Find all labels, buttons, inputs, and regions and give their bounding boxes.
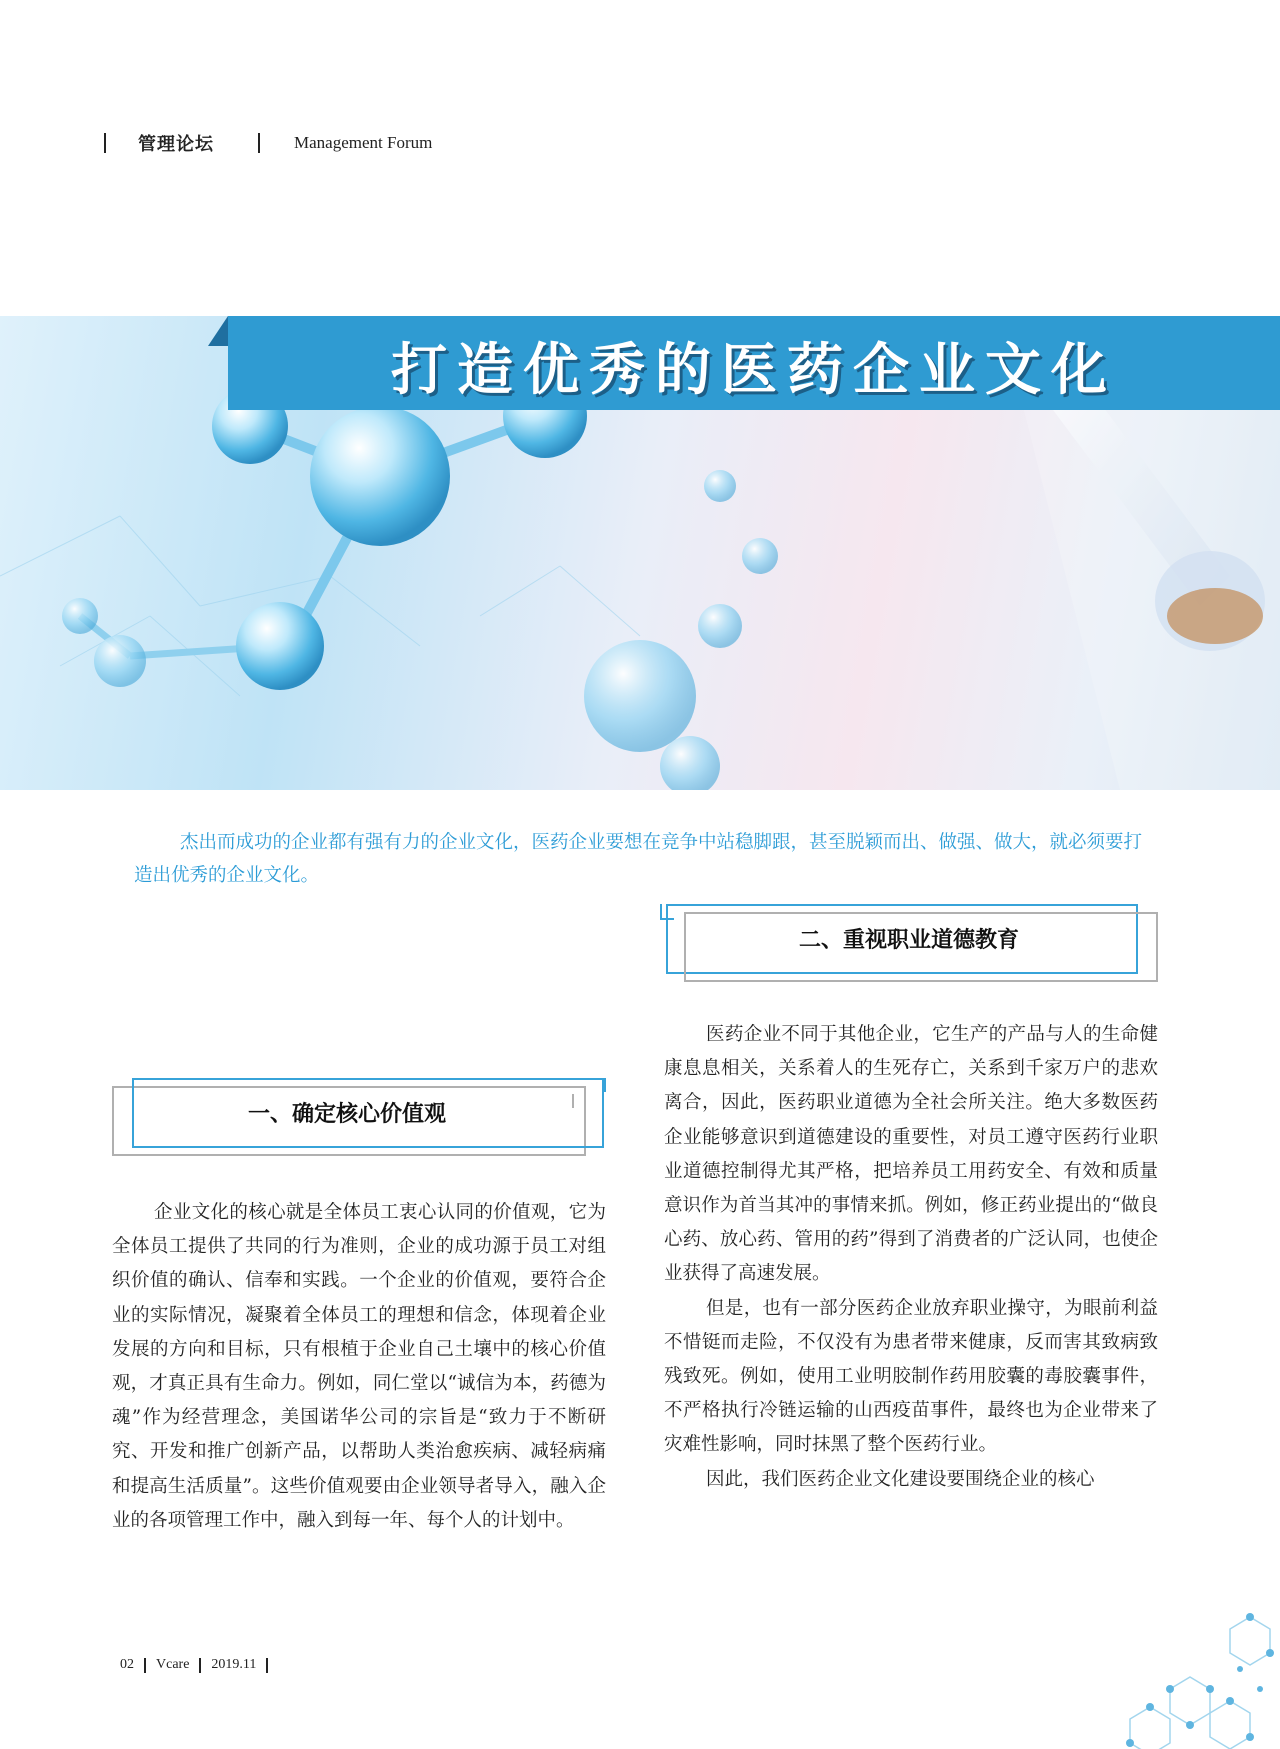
section-name-en: Management Forum: [294, 133, 433, 152]
article-title: 打造优秀的医药企业文化: [391, 337, 1117, 403]
section-name-cn: 管理论坛: [138, 134, 214, 155]
left-column: [112, 1196, 606, 1538]
hexagon-dots-decoration: [1110, 1569, 1280, 1749]
paragraph: 因此，我们医药企业文化建设要围绕企业的核心: [706, 1468, 1095, 1490]
paragraph: 但是，也有一部分医药企业放弃职业操守，为眼前利益不惜铤而走险，不仅没有为患者带来健康，反而害其致病致残致死。例如，使用工业明胶制作药用胶囊的毒胶囊事件，不严格执行冷链运输的山西疫苗事件，最终也为企业带来了灾难性影响，同时抹黑了整个医药行业。: [664, 1297, 1158, 1456]
heading-corner-tick: [604, 1078, 606, 1092]
heading-corner-tick: [660, 904, 662, 918]
magazine-name: Vcare: [156, 1657, 190, 1672]
title-band-tab: [208, 316, 228, 346]
issue-date: 2019.11: [211, 1657, 257, 1672]
section2-heading: 二、重视职业道德教育: [798, 927, 1019, 953]
right-column: [664, 1018, 1158, 1497]
section1-heading: 一、确定核心价值观: [247, 1101, 446, 1127]
heading-corner-tick: [660, 918, 674, 920]
running-header: [104, 128, 432, 158]
lead-paragraph: 杰出而成功的企业都有强有力的企业文化，医药企业要想在竞争中站稳脚跟，甚至脱颖而出、做强、做大，就必须要打造出优秀的企业文化。: [134, 832, 1143, 886]
paragraph: 企业文化的核心就是全体员工衷心认同的价值观，它为全体员工提供了共同的行为准则，企业的成功源于员工对组织价值的确认、信奉和实践。一个企业的价值观，要符合企业的实际情况，凝聚着全体员工的理想和信念，体现着企业发展的方向和目标，只有根植于企业自己土壤中的核心价值观，才真正具有生命力。例如，同仁堂以“诚信为本，药德为魂”作为经营理念，美国诺华公司的宗旨是“致力于不断研究、开发和推广创新产品，以帮助人类治愈疾病、减轻病痛和提高生活质量”。这些价值观要由企业领导者导入，融入企业的各项管理工作中，融入到每一年、每个人的计划中。: [112, 1202, 606, 1531]
header-divider: [258, 133, 260, 153]
header-divider: [104, 133, 106, 153]
section2-heading-box: [664, 904, 1134, 972]
footer-divider: [266, 1658, 268, 1673]
section1-heading-box: [112, 1078, 582, 1146]
footer-divider: [199, 1658, 201, 1673]
footer-divider: [144, 1658, 146, 1673]
paragraph: 医药企业不同于其他企业，它生产的产品与人的生命健康息息相关，关系着人的生死存亡，关系到千家万户的悲欢离合，因此，医药职业道德为全社会所关注。绝大多数医药企业能够意识到道德建设的重要性，对员工遵守医药行业职业道德控制得尤其严格，把培养员工用药安全、有效和质量意识作为首当其冲的事情来抓。例如，修正药业提出的“做良心药、放心药、管用的药”得到了消费者的广泛认同，也使企业获得了高速发展。: [664, 1024, 1158, 1285]
page-number: 02: [120, 1657, 134, 1672]
page-footer: [120, 1657, 278, 1673]
